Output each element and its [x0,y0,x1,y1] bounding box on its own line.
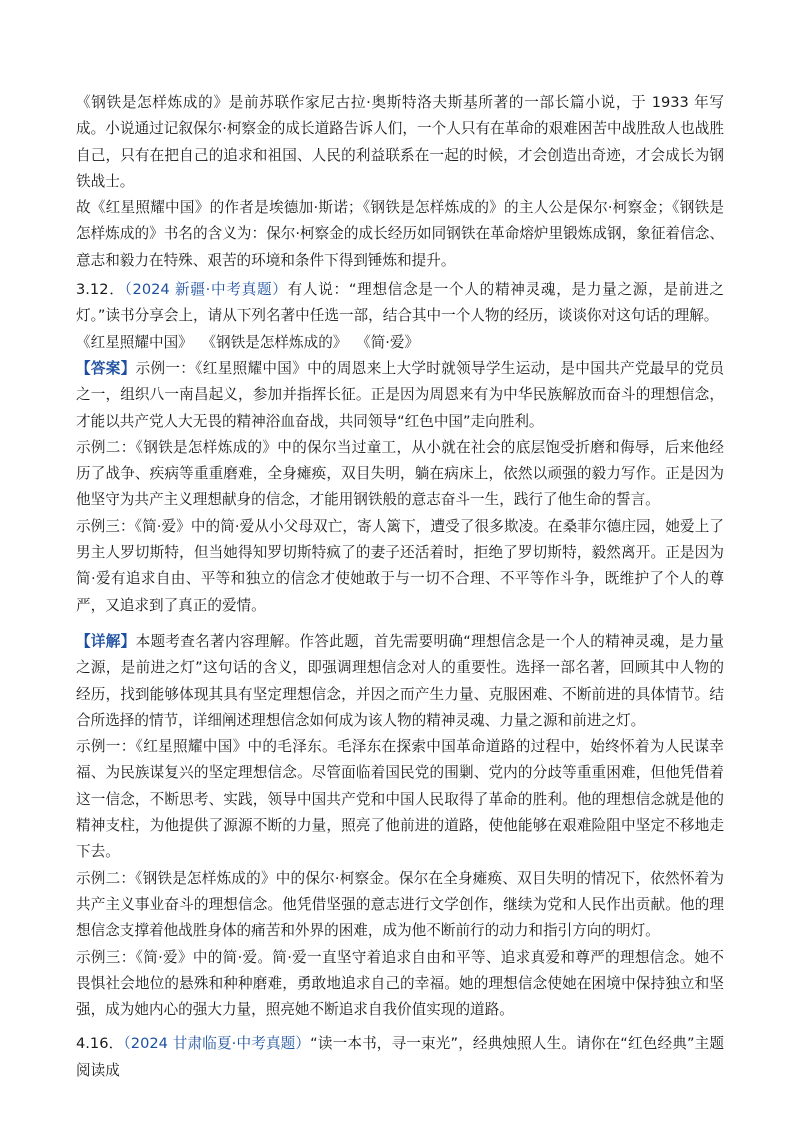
text: 《钢铁是怎样炼成的》是前苏联作家尼古拉·奥斯特洛夫斯基所著的一部长篇小说，于 [76,94,652,111]
question-3 [76,277,724,330]
detail-example-2: 示例二：《钢铁是怎样炼成的》中的保尔·柯察金。保尔在全身瘫痪、双目失明的情况下，依然怀着为共产主义事业奋斗的理想信念。他凭借坚强的意志进行文学创作，继续为党和人民作出贡献。他的理想信念支撑着他战胜身体的痛苦和外界的困难，成为他不断前行的动力和指引方向的明灯。 [76,869,724,940]
answer-example-3: 示例三：《简·爱》中的简·爱从小父母双亡，寄人篱下，遭受了很多欺凌。在桑菲尔德庄园，她爱上了男主人罗切斯特，但当她得知罗切斯特疯了的妻子还活着时，拒绝了罗切斯特，毅然离开。正是因为简·爱有追求自由、平等和独立的信念才使她敢于与一切不合理、不平等作斗争，既维护了个人的尊严，又追求到了真正的爱情。 [76,517,724,614]
answer-example-1 [76,356,724,435]
paragraph-novel-intro [76,90,724,195]
question-number: 4.16． [76,1035,124,1053]
detail-tag: 【详解】 [76,632,136,650]
question-source: （2024 甘肃临夏·中考真题） [123,1035,311,1053]
book-option: 《钢铁是怎样炼成的》 [208,333,348,351]
detail-example-3: 示例三：《简·爱》中的简·爱。简·爱一直坚守着追求自由和平等、追求真爱和尊严的理想信念。她不畏惧社会地位的悬殊和种种磨难，勇敢地追求自己的幸福。她的理想信念使她在困境中保持独立和坚强，成为她内心的强大力量，照亮她不断追求自我价值实现的道路。 [76,948,724,1019]
question-text: 有人说：“理想信念是一个人的精神灵魂，是力量之源，是前进之灯。”读书分享会上，请从下列名著中任选一部，结合其中一个人物的经历，谈谈你对这句话的理解。 [76,281,724,325]
detail-intro [76,629,724,734]
document-page [76,90,724,1084]
answer-tag: 【答案】 [76,359,136,377]
text: 示例一：《红星照耀中国》中的周恩来上大学时就领导学生运动，是中国共产党最早的党员之一，组织八一南昌起义，参加并指挥长征。正是因为周恩来有为中华民族解放而奋斗的理想信念，才能以共产党人大无畏的精神浴血奋战，共同领导“红色中国”走向胜利。 [76,359,724,430]
text: 本题考查名著内容理解。作答此题，首先需要明确“理想信念是一个人的精神灵魂，是力量之源，是前进之灯”这句话的含义，即强调理想信念对人的重要性。选择一部名著，回顾其中人物的经历，找到能够体现其具有坚定理想信念，并因之而产生力量、克服困难、不断前进的具体情节。结合所选择的情节，详细阐述理想信念如何成为该人物的精神灵魂、力量之源和前进之灯。 [76,632,724,729]
answer-example-2: 示例二：《钢铁是怎样炼成的》中的保尔当过童工，从小就在社会的底层饱受折磨和侮辱，后来他经历了战争、疾病等重重磨难，全身瘫痪，双目失明，躺在病床上，依然以顽强的毅力写作。正是因为他坚守为共产主义理想献身的信念，才能用钢铁般的意志奋斗一生，践行了他生命的誓言。 [76,438,724,509]
book-option: 《简·爱》 [363,333,420,351]
question-text: “读一本书，寻一束光”，经典烛照人生。请你在“红色经典”主题阅读成 [76,1035,724,1079]
book-options [76,330,724,356]
question-number: 3.12． [76,281,125,299]
question-4 [76,1031,724,1084]
book-option: 《红星照耀中国》 [76,333,193,351]
year: 1933 [651,94,689,111]
paragraph-conclusion: 故《红星照耀中国》的作者是埃德加·斯诺；《钢铁是怎样炼成的》的主人公是保尔·柯察金；《钢铁是怎样炼成的》书名的含义为：保尔·柯察金的成长经历如同钢铁在革命熔炉里锻炼成钢，象征着信念、意志和毅力在特殊、艰苦的环境和条件下得到锤炼和提升。 [76,199,724,269]
text: 年写成。小说通过记叙保尔·柯察金的成长道路告诉人们，一个人只有在革命的艰难困苦中战胜敌人也战胜自己，只有在把自己的追求和祖国、人民的利益联系在一起的时候，才会创造出奇迹，才会成长为钢铁战士。 [76,94,725,190]
question-source: （2024 新疆·中考真题） [124,281,288,299]
detail-example-1: 示例一：《红星照耀中国》中的毛泽东。毛泽东在探索中国革命道路的过程中，始终怀着为人民谋幸福、为民族谋复兴的坚定理想信念。尽管面临着国民党的围剿、党内的分歧等重重困难，但他凭借着这一信念，不断思考、实践，领导中国共产党和中国人民取得了革命的胜利。他的理想信念就是他的精神支柱，为他提供了源源不断的力量，照亮了他前进的道路，使他能够在艰难险阻中坚定不移地走下去。 [76,738,724,861]
